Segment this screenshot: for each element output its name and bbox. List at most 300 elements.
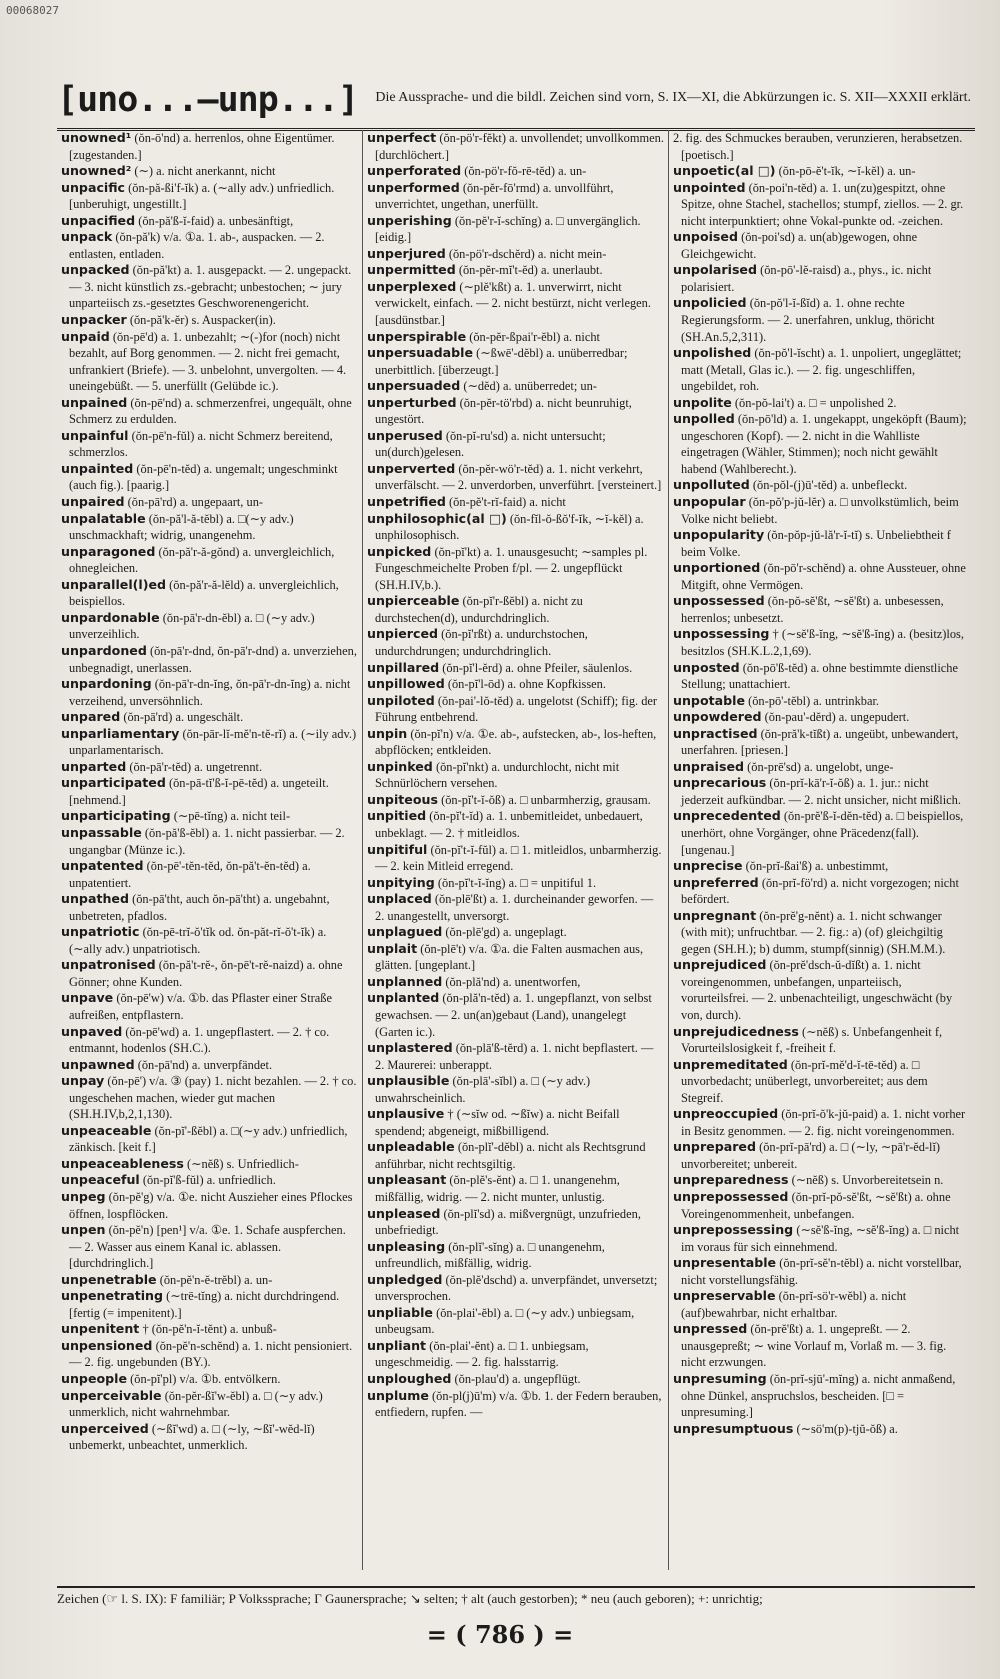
dictionary-entry [367,461,664,494]
entry-definition: (ŏn-pă't-rĕ-, ŏn-pē't-rĕ-naizd) a. ohne Gönner; ohne Kunden. [69,958,343,989]
entry-definition: (ŏn-pĭ't-ĭd) a. 1. unbemitleidet, unbedauert, unbeklagt. — 2. † mitleidlos. [375,809,643,840]
dictionary-entry [673,660,971,693]
entry-definition: (ŏn-pă'k) v/a. ①a. 1. ab-, auspacken. — 2. entlasten, entladen. [69,230,325,261]
entry-headword: unphilosophic(al □) [367,510,507,526]
column-1 [57,130,363,1570]
entry-headword: unpeaceable [61,1122,152,1138]
dictionary-entry [367,428,664,461]
dictionary-entry [61,262,358,312]
dictionary-entry [673,1421,971,1438]
entry-definition: (ŏn-pē') v/a. ③ (pay) 1. nicht bezahlen. — 2. † co. ungeschehen machen, wieder gut machen (SH.H.IV,b,2,1,130). [69,1074,357,1122]
dictionary-entry [367,1272,664,1305]
entry-headword: unpenetrating [61,1288,164,1304]
entry-definition: (∼trē-tĭng) a. nicht durchdringend. [fertig (= impenitent).] [69,1289,340,1320]
entry-headword: unprepossessed [673,1189,789,1204]
entry-headword: unplanned [367,973,443,989]
dictionary-entry [61,891,358,924]
entry-definition: (ŏn-pĕr-fō'rmd) a. unvollführt, unverrichtet, ungethan, unerfüllt. [375,180,614,212]
symbol-legend: Zeichen (☞ l. S. IX): F familiär; P Volkssprache; Γ Gaunersprache; ↘ selten; † alt (auch gestorben); * neu (auch geboren); +: unrichtig; [57,1586,975,1607]
entry-definition: (ŏn-prĭ-kā'r-ĭ-ŏß) a. 1. jur.: nicht jederzeit aufkündbar. — 2. nicht unsicher, nicht mißlich. [681,776,961,807]
entry-definition: (ŏn-pă'kt) a. 1. ausgepackt. — 2. ungepackt. — 3. nicht künstlich zs.-gebracht; unbestochen; ∼ jury unparteiisch zs.-gesetztes Geschworenengericht. [69,263,352,311]
dictionary-entry [61,1073,358,1123]
dictionary-entry [673,1172,971,1189]
entry-definition: (ŏn-pă-ßi'f-ĭk) a. (∼ally adv.) unfriedlich. [unberuhigt, ungestillt.] [69,180,335,212]
entry-headword: unpin [367,725,408,741]
entry-headword: unpaired [61,494,125,510]
dictionary-entry [61,924,358,957]
dictionary-entry [367,544,664,594]
dictionary-entry [673,709,971,726]
entry-definition: (ŏn-pŏ'l-ĭ-ßĭd) a. 1. ohne rechte Regierungsform. — 2. unerfahren, unklug, thöricht (SH.An.5,2,311). [681,296,935,344]
entry-definition: (ŏn-plĕ'dschd) a. unverpfändet, unversetzt; unversprochen. [375,1272,658,1304]
page-number: = ( 786 ) = [426,1620,574,1649]
column-3 [669,130,975,1570]
dictionary-entry [367,1338,664,1371]
entry-headword: unpitying [367,874,435,890]
dictionary-entry [367,759,664,792]
entry-definition: (ŏn-plau'd) a. ungepflügt. [454,1372,581,1387]
dictionary-entry [367,626,664,659]
dictionary-entry [61,825,358,858]
entry-headword: unpaid [61,328,110,344]
dictionary-entry [61,229,358,262]
dictionary-entry [673,957,971,1023]
entry-definition: (ŏn-pĭ'ß-fŭl) a. unfriedlich. [142,1173,276,1188]
dictionary-entry [673,345,971,395]
dictionary-entry [367,808,664,841]
entry-definition: (ŏn-pĭ't-ĭ-fŭl) a. □ 1. mitleidlos, unbarmherzig. — 2. kein Mitleid erregend. [375,842,662,874]
dictionary-entry [367,1073,664,1106]
entry-headword: unpresentable [673,1255,777,1271]
entry-headword: unpolicied [673,295,747,311]
entry-headword: unploughed [367,1371,452,1387]
dictionary-entry [673,262,971,295]
entry-definition: (ŏn-pĭ'r-ßĕbl) a. nicht zu durchstechen(d), undurchdringlich. [375,594,583,625]
entry-headword: unpraised [673,758,745,774]
entry-definition: (ŏn-plă'n-tĕd) a. 1. ungepflanzt, von selbst gewachsen. — 2. un(an)gebaut (Land), unangelegt (Garten ic.). [375,991,652,1039]
entry-headword: unprepared [673,1139,756,1155]
entry-definition: (ŏn-pĭ'pl) v/a. ①b. entvölkern. [130,1372,281,1387]
entry-headword: unpainful [61,427,129,443]
dictionary-entry [673,1255,971,1288]
entry-definition: † (∼sĕ'ß-ĭng, ∼sĕ'ß-ĭng) a. (besitz)los, besitzlos (SH.K.L.2,1,69). [681,627,964,658]
entry-headword: unportioned [673,560,761,576]
entry-headword: unpolite [673,394,732,410]
entry-definition: (ŏn-pā'rd) a. ungepaart, un- [127,495,264,510]
entry-headword: unpoetic(al □) [673,163,776,179]
entry-headword: unpleased [367,1205,441,1221]
dictionary-entry [673,229,971,262]
dictionary-entry [61,1321,358,1338]
dictionary-entry [367,1106,664,1139]
entry-definition: (ŏn-pĭ'-ßĕbl) a. □(∼y adv.) unfriedlich, zänkisch. [keit f.] [69,1123,348,1155]
entry-headword: unpleasant [367,1172,447,1188]
entry-headword: unparallel(l)ed [61,576,167,592]
entry-definition: (ŏn-pār-lĭ-mĕ'n-tĕ-rĭ) a. (∼ily adv.) unparlamentarisch. [69,726,357,758]
dictionary-entry [367,279,664,329]
dictionary-entry [367,660,664,677]
entry-headword: unplanted [367,990,440,1006]
entry-headword: unprejudicedness [673,1023,799,1039]
entry-headword: unpleasing [367,1238,446,1254]
dictionary-entry [61,180,358,213]
entry-definition: (ŏn-pā'r-dnd, ŏn-pā'r-dnd) a. unverziehen, unbegnadigt, unerlassen. [69,643,357,675]
entry-definition: (∼ßwē'-dĕbl) a. unüberredbar; unerbittlich. [überzeugt.] [375,346,628,377]
dictionary-entry [61,511,358,544]
entry-definition: (ŏn-plai'-ĕbl) a. □ (∼y adv.) unbiegsam, unbeugsam. [375,1305,635,1337]
entry-headword: unpreoccupied [673,1106,779,1122]
entry-headword: unpenitent [61,1321,140,1337]
dictionary-entry [673,1288,971,1321]
entry-definition: (∼plĕ'kßt) a. 1. unverwirrt, nicht verwickelt, einfach. — 2. nicht bestürzt, nicht verlegen. [ausdünstbar.] [375,279,651,328]
dictionary-entry [61,709,358,726]
entry-headword: unpeaceful [61,1172,140,1188]
entry-definition: (ŏn-pŏ-sĕ'ßt, ∼sĕ'ßt) a. unbesessen, herrenlos; unbesetzt. [681,594,944,625]
dictionary-entry [61,1156,358,1173]
dictionary-entry [61,1222,358,1272]
entry-definition: (ŏn-pĕ'r-ĭ-schĭng) a. □ unvergänglich. [eidig.] [375,213,641,245]
entry-headword: unparliamentary [61,725,180,741]
entry-definition: (ŏn-prĭ-ŏ'k-jŭ-paid) a. 1. nicht vorher in Besitz genommen. — 2. fig. nicht voreingenommen. [681,1107,966,1138]
entry-headword: unpleadable [367,1139,455,1155]
dictionary-entry [673,759,971,776]
entry-headword: unpolluted [673,477,750,493]
dictionary-entry [673,1371,971,1421]
entry-definition: (∼sö'm(p)-tjŭ-ŏß) a. [796,1421,898,1436]
entry-headword: unprecise [673,858,743,874]
entry-range: [uno...—unp...] [57,80,359,120]
dictionary-entry [61,428,358,461]
entry-headword: unperused [367,427,443,443]
entry-headword: unplume [367,1387,429,1403]
entry-headword: unpitiful [367,841,428,857]
entry-headword: unpassable [61,824,142,840]
entry-definition: (ŏn-pă'r-ă-lĕld) a. unvergleichlich, beispiellos. [69,577,339,609]
dictionary-entry [673,1057,971,1107]
entry-definition: (ŏn-plĭ'sd) a. mißvergnügt, unzufrieden, unbefriedigt. [375,1206,641,1238]
entry-definition: (∼nĕß) s. Unbefangenheit f, Vorurteilslosigkeit f, -freiheit f. [681,1024,943,1056]
entry-headword: unpractised [673,725,758,741]
dictionary-entry [61,1338,358,1371]
dictionary-entry [61,759,358,776]
dictionary-entry [673,395,971,412]
entry-definition: (ŏn-plē't) v/a. ①a. die Falten ausmachen aus, glätten. [ungeplant.] [375,941,644,973]
entry-definition: (ŏn-pö'r-dschĕrd) a. nicht mein- [448,246,607,261]
entry-definition: (ŏn-pĕ'n-ĕ-trĕbl) a. un- [159,1272,273,1287]
dictionary-entry [367,511,664,544]
dictionary-entry [61,213,358,230]
entry-definition: (ŏn-prĭ-pā'rd) a. □ (∼ly, ∼pā'r-ĕd-lĭ) unvorbereitet; unbereit. [681,1140,941,1171]
entry-headword: unpolled [673,411,735,427]
entry-headword: unpared [61,709,121,725]
page-header [57,76,975,131]
entry-definition: (ŏn-prĭ-sö'r-wĕbl) a. nicht (auf)bewahrbar, nicht erhaltbar. [681,1289,907,1320]
entry-headword: unpacked [61,262,130,278]
entry-definition: (ŏn-pā'tht, auch ŏn-pā'tht) a. ungebahnt, unbetreten, pfadlos. [69,892,330,923]
entry-headword: unperformed [367,179,460,195]
entry-definition: (ŏn-pĭ'n) v/a. ①e. ab-, aufstecken, ab-, los-heften, abpflöcken; entkleiden. [375,726,657,758]
entry-definition: (ŏn-pē'-tĕn-tĕd, ŏn-pă't-ĕn-tĕd) a. unpatentiert. [69,859,311,890]
entry-headword: unpledged [367,1271,443,1287]
dictionary-entry [673,593,971,626]
entry-headword: unpiteous [367,791,438,807]
dictionary-entry [367,990,664,1040]
dictionary-entry [367,163,664,180]
entry-definition: 2. fig. des Schmuckes berauben, verunzieren, herabsetzen. [poetisch.] [673,131,963,162]
dictionary-entry [367,345,664,378]
entry-definition: (ŏn-plai'-ĕnt) a. □ 1. unbiegsam, ungeschmeidig. — 2. fig. halsstarrig. [375,1338,589,1370]
dictionary-entry [367,974,664,991]
dictionary-entry [61,990,358,1023]
entry-definition: (ŏn-pĕr-mĭ't-ĕd) a. unerlaubt. [458,263,603,278]
dictionary-entry [367,378,664,395]
entry-headword: unpathed [61,891,129,907]
entry-definition: (ŏn-pĕ'g) v/a. ①e. nicht Auszieher eines Pflockes öffnen, lospflöcken. [69,1190,353,1221]
dictionary-entry [673,1222,971,1255]
dictionary-entry [61,130,358,163]
entry-definition: (ŏn-prĕ'g-nĕnt) a. 1. nicht schwanger (with mit); unfruchtbar. — 2. fig.: a) (of) gleichgiltig gegen (SH.H.); b) dumm, stumpf(sinnig) (SH.M.M.). [681,908,946,956]
entry-headword: unperjured [367,245,446,261]
entry-headword: unpressed [673,1321,748,1337]
entry-headword: unpave [61,990,114,1006]
dictionary-entry [61,1172,358,1189]
entry-definition: (ŏn-prĭ-mĕ'd-ĭ-tē-tĕd) a. □ unvorbedacht; unüberlegt, unvorbereitet; aus dem Stegreif. [681,1057,928,1105]
entry-headword: unpersuaded [367,378,461,394]
entry-definition: (ŏn-prĭ-pŏ-sĕ'ßt, ∼sĕ'ßt) a. ohne Voreingenommenheit, unbefangen. [681,1190,951,1221]
dictionary-entry [367,842,664,875]
dictionary-entry [367,1371,664,1388]
entry-definition: (ŏn-pŏ'p-jŭ-lĕr) a. □ unvolkstümlich, beim Volke nicht beliebt. [681,495,959,526]
entry-definition: (∼nĕß) s. Unvorbereitetsein n. [791,1173,944,1188]
entry-headword: unpalatable [61,510,146,526]
entry-headword: unpardoned [61,642,147,658]
entry-definition: (ŏn-pĭ-ru'sd) a. nicht untersucht; un(durch)gelesen. [375,428,606,460]
dictionary-entry [61,1189,358,1222]
dictionary-entry [367,213,664,246]
entry-headword: unpatented [61,858,144,874]
entry-definition: (∼dĕd) a. unüberredet; un- [463,379,597,394]
entry-definition: (ŏn-prē'sd) a. ungelobt, unge- [747,759,894,774]
entry-headword: unpliant [367,1337,427,1353]
entry-headword: unperspirable [367,328,467,344]
dictionary-entry [673,1321,971,1371]
dictionary-entry [367,494,664,511]
entry-headword: unpersuadable [367,345,474,361]
entry-headword: unprejudiced [673,957,767,973]
entry-definition: (ŏn-pē'd) a. 1. unbezahlt; ∼(-)for (noch) nicht bezahlt, auf Borg genommen. — 2. nicht frei gemacht, unfrankiert (Briefe). — 3. unbelohnt, unvergolten. — 4. uneingebüßt. — 5. unerfüllt (Gelübde ic.). [69,329,347,394]
dictionary-entry [673,726,971,759]
entry-headword: unplagued [367,924,443,940]
entry-headword: unpoised [673,229,738,245]
header-note: Die Aussprache- und die bildl. Zeichen sind vorn, S. IX—XI, die Abkürzungen ic. S. XII—XXXII erklärt. [375,90,971,105]
dictionary-entry [367,1139,664,1172]
entry-definition: (ŏn-plē'gd) a. ungeplagt. [445,925,567,940]
column-2 [363,130,669,1570]
dictionary-entry [673,875,971,908]
entry-definition: (ŏn-prĭ-sĕ'n-tĕbl) a. nicht vorstellbar, nicht vorstellungsfähig. [681,1256,962,1287]
entry-headword: unplaced [367,891,432,907]
entry-headword: unperforated [367,163,462,179]
dictionary-columns [57,130,975,1570]
dictionary-entry [673,1139,971,1172]
entry-headword: unpointed [673,179,746,195]
dictionary-entry [367,693,664,726]
entry-definition: (ŏn-pŏ'l-ĭscht) a. 1. unpoliert, ungeglättet; matt (Metall, Glas ic.). — 2. fig. ungeschliffen, ungebildet, roh. [681,346,962,394]
entry-definition: (∼nĕß) s. Unfriedlich- [186,1156,299,1171]
entry-definition: (ŏn-pö'r-fŏ-rē-tĕd) a. un- [464,164,587,179]
entry-definition: (ŏn-pl(j)ū'm) v/a. ①b. 1. der Federn berauben, entfiedern, rupfen. — [375,1388,662,1420]
entry-definition: (ŏn-pā'r-tĕd) a. ungetrennt. [129,759,263,774]
dictionary-entry [61,1272,358,1289]
dictionary-entry [61,957,358,990]
entry-headword: unpained [61,394,128,410]
entry-definition: (ŏn-pŏ-lai't) a. □ = unpolished 2. [734,395,897,410]
dictionary-entry [367,1388,664,1421]
entry-definition: (ŏn-pā'rd) a. ungeschält. [123,710,244,725]
dictionary-entry [367,246,664,263]
entry-headword: unperfect [367,130,437,145]
entry-headword: unpainted [61,460,134,476]
entry-headword: unpetrified [367,494,446,510]
entry-definition: (ŏn-pră'k-tĭßt) a. ungeübt, unbewandert, unerfahren. [priesen.] [681,726,959,758]
dictionary-entry [673,1106,971,1139]
entry-headword: unpacker [61,312,127,328]
entry-headword: unpierceable [367,593,460,609]
entry-headword: unpotable [673,692,745,708]
entry-headword: unpeople [61,1371,128,1387]
entry-definition: (ŏn-pē'w) v/a. ①b. das Pflaster einer Straße aufreißen, entpflastern. [69,991,332,1022]
dictionary-entry [367,1239,664,1272]
entry-headword: unparticipated [61,775,166,791]
entry-definition: (ŏn-fĭl-ŏ-ßŏ'f-ĭk, ∼ĭ-kĕl) a. unphilosophisch. [375,511,644,543]
entry-definition: (ŏn-pē'wd) a. 1. ungepflastert. — 2. † co. entmannt, hodenlos (SH.C.). [69,1024,330,1056]
entry-headword: unpeaceableness [61,1155,184,1171]
dictionary-entry [673,775,971,808]
dictionary-entry [61,329,358,395]
scan-id: 00068027 [6,4,59,17]
dictionary-entry [673,626,971,659]
entry-definition: (ŏn-pā'nd) a. unverpfändet. [137,1057,273,1072]
dictionary-entry [673,1024,971,1057]
dictionary-entry [367,1172,664,1205]
entry-headword: unpeg [61,1189,106,1204]
dictionary-entry [61,1421,358,1454]
dictionary-entry [61,312,358,329]
entry-definition: (ŏn-pĭ'nkt) a. undurchlocht, nicht mit Schnürlöchern versehen. [375,759,620,791]
entry-definition: (ŏn-pĭ'kt) a. 1. unausgesucht; ∼samples pl. Fungeschmeichelte Proben f/pl. — 2. ungepflückt (SH.H.IV,b.). [375,544,648,592]
dictionary-entry [61,808,358,825]
entry-headword: unpacified [61,212,136,228]
dictionary-entry [367,792,664,809]
entry-headword: unperturbed [367,394,457,410]
dictionary-entry [367,1305,664,1338]
entry-headword: unposted [673,659,740,675]
dictionary-entry [61,1388,358,1421]
entry-headword: unpillared [367,659,440,675]
entry-definition: (ŏn-plā'ß-tĕrd) a. 1. nicht bepflastert. — 2. Maurerei: unberappt. [375,1041,654,1072]
entry-definition: (ŏn-poi'n-tĕd) a. 1. un(zu)gespitzt, ohne Spitze, ohne Stachel, stachellos; stumpf, ziellos. — 2. gr. nicht interpunktiert; ohne Vokal-punkte od. -zeichen. [681,180,964,228]
dictionary-entry [367,395,664,428]
entry-headword: unpossessing [673,626,770,642]
entry-definition: (ŏn-prĭ-sjū'-mĭng) a. nicht anmaßend, ohne Dünkel, anspruchslos, bescheiden. [□ = unpresuming.] [681,1372,956,1420]
dictionary-entry [673,1189,971,1222]
entry-headword: unpolarised [673,262,757,278]
entry-definition: (ŏn-pŏp-jŭ-lă'r-ĭ-tĭ) s. Unbeliebtheit f beim Volke. [681,528,951,559]
entry-headword: unpicked [367,543,432,559]
entry-headword: unpremeditated [673,1056,788,1072]
entry-definition: (ŏn-pai'-lŏ-tĕd) a. ungelotst (Schiff); fig. der Führung entbehrend. [375,693,658,725]
entry-headword: unpresuming [673,1371,767,1387]
entry-headword: unprecedented [673,808,781,824]
entry-headword: unpardonable [61,609,160,625]
entry-definition: (ŏn-pĭ't-ĭ-ĭng) a. □ = unpitiful 1. [437,875,597,890]
dictionary-entry [367,941,664,974]
dictionary-entry [61,1057,358,1074]
entry-headword: unplait [367,940,418,956]
dictionary-entry [673,908,971,958]
entry-definition: (ŏn-pā-tĭ'ß-ĭ-pē-tĕd) a. ungeteilt. [nehmend.] [69,776,329,807]
entry-definition: (ŏn-prĕ'dsch-ŭ-dĭßt) a. 1. nicht voreingenommen, unbefangen, unparteiisch, vorurteilsfrei. — 2. unbenachteiligt, ungeschwächt (by von, durch). [681,958,953,1022]
entry-definition: (ŏn-plĕ's-ĕnt) a. □ 1. unangenehm, mißfällig, widrig. — 2. nicht munter, unlustig. [375,1173,620,1204]
entry-headword: unpossessed [673,593,765,609]
entry-headword: unpierced [367,626,439,642]
entry-headword: unpopular [673,494,746,510]
dictionary-entry [367,1040,664,1073]
dictionary-entry [61,1288,358,1321]
entry-definition: (ŏn-pă'l-ă-tĕbl) a. □(∼y adv.) unschmackhaft; widrig, unangenehm. [69,511,294,543]
entry-headword: unpresumptuous [673,1420,794,1436]
entry-headword: unpitied [367,808,427,824]
dictionary-entry [673,808,971,858]
dictionary-entry [367,1206,664,1239]
entry-definition: (ŏn-pā'r-dn-ĭng, ŏn-pā'r-dn-ĭng) a. nicht verzeihend, unversöhnlich. [69,677,351,708]
entry-headword: unplastered [367,1040,453,1056]
entry-headword: unperceived [61,1420,149,1436]
dictionary-entry [367,676,664,693]
entry-definition: (ŏn-plĭ'-sĭng) a. □ unangenehm, unfreundlich, mißfällig, widrig. [375,1239,605,1271]
entry-headword: unplausible [367,1073,450,1089]
entry-headword: unperceivable [61,1387,162,1403]
entry-headword: unperishing [367,212,452,228]
dictionary-entry [367,891,664,924]
entry-definition: (ŏn-pĕ'n-schĕnd) a. 1. nicht pensioniert. — 2. fig. ungebunden (BY.). [69,1338,353,1370]
entry-headword: unplausive [367,1106,445,1122]
entry-definition: (ŏn-pō'r-schĕnd) a. ohne Aussteuer, ohne Mitgift, ohne Vermögen. [681,561,966,592]
entry-definition: (ŏn-plē'ßt) a. 1. durcheinander geworfen. — 2. unangestellt, unversorgt. [375,892,654,923]
dictionary-entry [367,262,664,279]
entry-headword: unparticipating [61,808,171,824]
entry-definition: (ŏn-pö'r-fĕkt) a. unvollendet; unvollkommen. [durchlöchert.] [375,131,664,162]
entry-definition: (ŏn-plĭ'-dĕbl) a. nicht als Rechtsgrund anführbar, nicht rechtsgiltig. [375,1140,646,1171]
entry-definition: † (∼sĭw od. ∼ßĭw) a. nicht Beifall spendend; abgeneigt, mißbilligend. [375,1107,620,1138]
entry-definition: (ŏn-pă'ß-ĭ-faid) a. unbesänftigt, [138,213,294,228]
dictionary-entry [367,924,664,941]
entry-headword: unpatriotic [61,924,140,940]
entry-definition: (ŏn-pĭ'l-ōd) a. ohne Kopfkissen. [447,677,606,692]
entry-headword: unpensioned [61,1337,153,1353]
entry-headword: unowned¹ [61,130,132,145]
entry-definition: (ŏn-pă'ß-ĕbl) a. 1. nicht passierbar. — 2. ungangbar (Münze ic.). [69,825,345,857]
entry-headword: unpacific [61,179,126,195]
dictionary-entry [367,726,664,759]
entry-definition: (ŏn-ō'nd) a. herrenlos, ohne Eigentümer. [zugestanden.] [69,131,335,162]
dictionary-entry [673,494,971,527]
entry-headword: unpolished [673,345,752,361]
entry-headword: unpaved [61,1023,123,1039]
entry-definition: (ŏn-pĕr-ßpai'r-ĕbl) a. nicht [469,329,600,344]
entry-definition: (ŏn-pā'r-dn-ĕbl) a. □ (∼y adv.) unverzeihlich. [69,610,315,642]
entry-definition: (ŏn-plā'-sĭbl) a. □ (∼y adv.) unwahrscheinlich. [375,1074,591,1105]
